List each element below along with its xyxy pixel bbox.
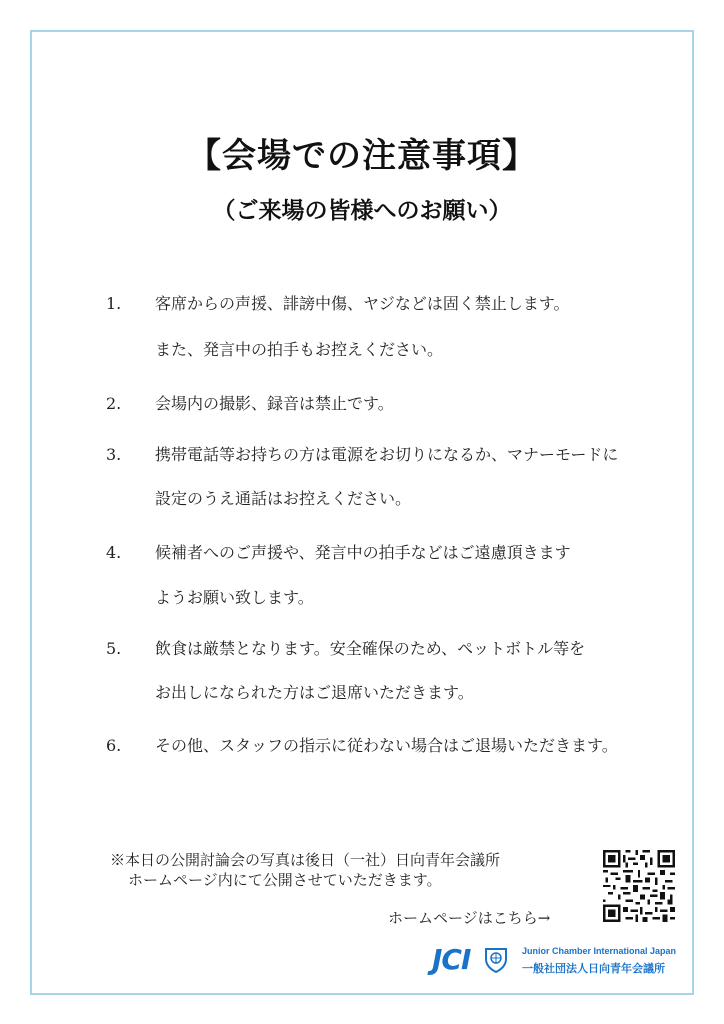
item-number: 6. — [106, 736, 122, 755]
page-title: 【会場での注意事項】 — [187, 136, 537, 176]
item-text: 設定のうえ通話はお控えください。 — [155, 489, 412, 508]
item-text: ようお願い致します。 — [155, 588, 314, 607]
photo-notice — [110, 850, 500, 890]
organization-logo — [432, 943, 684, 977]
notice-line: ホームページ内にて公開させていただきます。 — [128, 871, 442, 889]
item-text: また、発言中の拍手もお控えください。 — [155, 340, 444, 359]
homepage-link-text: ホームページはこちら→ — [388, 909, 551, 927]
jci-wordmark: JCI — [432, 943, 471, 976]
logo-english-name: Junior Chamber International Japan — [522, 946, 677, 956]
page-subtitle: （ご来場の皆様へのお願い） — [212, 197, 512, 224]
item-number: 3. — [106, 445, 122, 464]
item-number: 2. — [106, 394, 122, 413]
item-text: 候補者へのご声援や、発言中の拍手などはご遠慮頂きます — [155, 543, 571, 562]
item-text: お出しになられた方はご退席いただきます。 — [155, 683, 474, 702]
item-number: 1. — [106, 294, 122, 313]
item-text: 飲食は厳禁となります。安全確保のため、ペットボトル等を — [155, 639, 586, 658]
notice-line: ※本日の公開討論会の写真は後日（一社）日向青年会議所 — [110, 851, 501, 869]
item-text: 客席からの声援、誹謗中傷、ヤジなどは固く禁止します。 — [155, 294, 570, 313]
qr-code-icon[interactable] — [603, 850, 675, 922]
item-text: 会場内の撮影、録音は禁止です。 — [155, 394, 394, 413]
item-text: 携帯電話等お持ちの方は電源をお切りになるか、マナーモードに — [155, 445, 619, 464]
jci-emblem-icon — [484, 947, 508, 973]
logo-japanese-name: 一般社団法人日向青年会議所 — [522, 962, 665, 975]
item-number: 5. — [106, 639, 122, 658]
item-number: 4. — [106, 543, 122, 562]
item-text: その他、スタッフの指示に従わない場合はご退場いただきます。 — [155, 736, 618, 755]
